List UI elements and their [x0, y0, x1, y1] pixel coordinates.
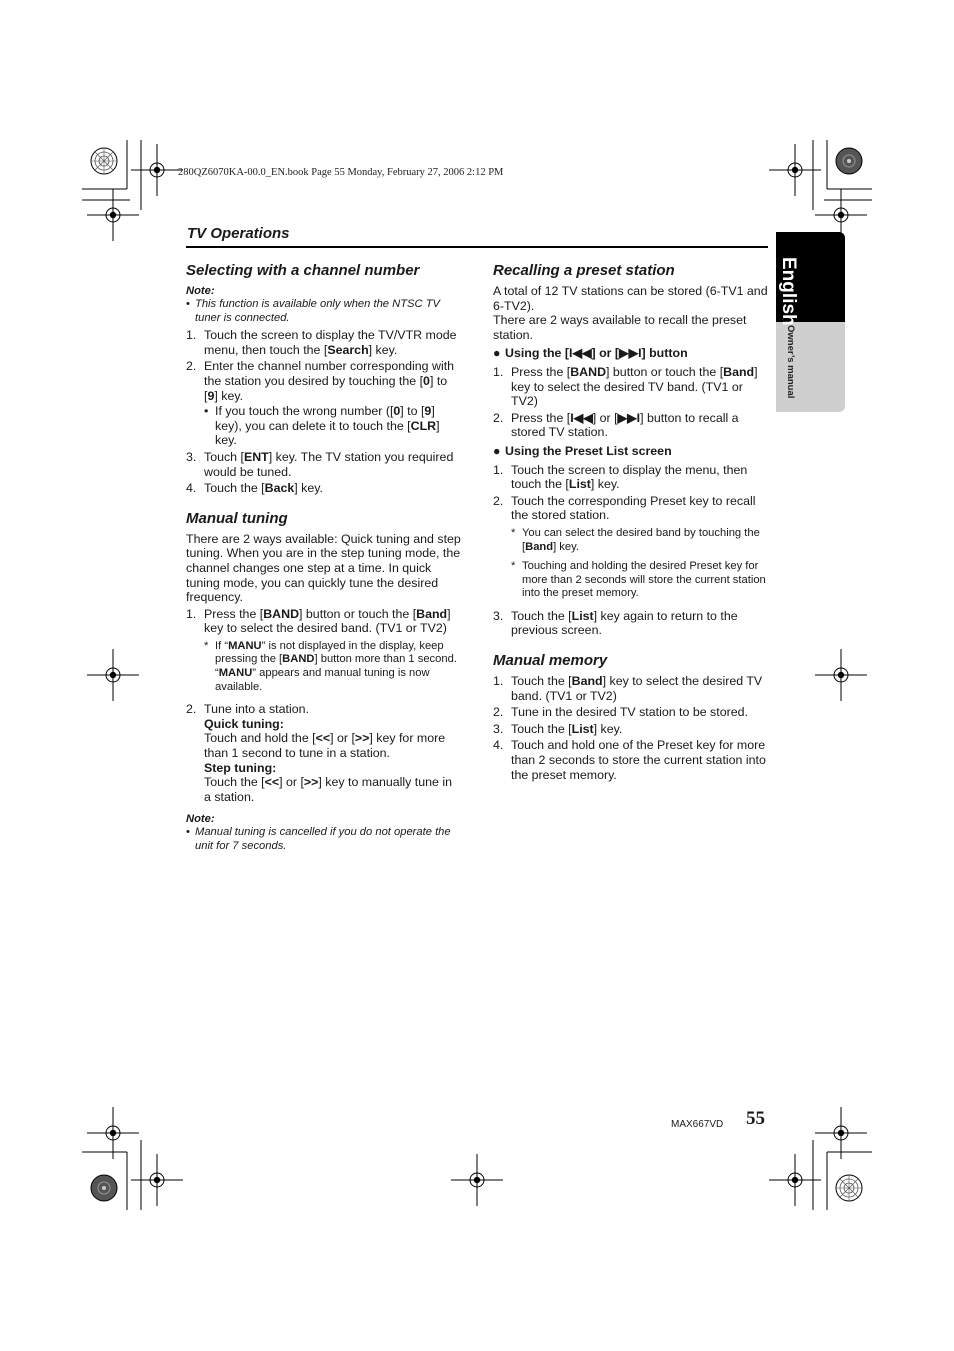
page-number: 55: [746, 1108, 765, 1129]
mt-step-2: 2. Tune into a station. Quick tuning: Touch and hold the [<<] or [>>] key for more than 1 second to tune in a station. Step tuning: Touch the [<<] or [>>] key to manually tune in a station.: [186, 702, 462, 804]
step-1: 1. Touch the screen to display the TV/VTR mode menu, then touch the [Search] key.: [186, 328, 457, 357]
recalling-intro-1: A total of 12 TV stations can be stored (6-TV1 and 6-TV2).: [493, 284, 768, 313]
mm-step-3: 3. Touch the [List] key.: [493, 721, 623, 736]
heading-manual-memory: Manual memory: [493, 652, 608, 670]
recalling-intro-2: There are 2 ways available to recall the preset station.: [493, 313, 747, 342]
section-title: TV Operations: [187, 225, 290, 242]
m2-step-1: 1. Touch the screen to display the menu, then touch the [List] key.: [493, 462, 748, 492]
method-1-label: ● Using the [I◀◀] or [▶▶I] button: [493, 346, 688, 361]
heading-manual-tuning: Manual tuning: [186, 509, 288, 527]
m2-note-1: * You can select the desired band by touching the [Band] key.: [511, 526, 760, 553]
note-label-2: Note:: [186, 813, 215, 826]
m2-step-2: 2. Touch the corresponding Preset key to recall the stored station. * You can select the desired band by touching the [Band] key. * Touching and holding the desired Preset key for more than 2 seconds will store the current station into the preset memory.: [493, 494, 769, 607]
book-info: 280QZ6070KA-00.0_EN.book Page 55 Monday, February 27, 2006 2:12 PM: [178, 167, 504, 178]
m1-step-1: 1. Press the [BAND] button or touch the [Band] key to select the desired TV band. (TV1 or TV2): [493, 364, 758, 409]
step-4: 4. Touch the [Back] key.: [186, 481, 323, 496]
note-item: • This function is available only when the NTSC TV tuner is connected.: [186, 298, 440, 324]
note-item-2: • Manual tuning is cancelled if you do not operate the unit for 7 seconds.: [186, 826, 451, 852]
mt-step-1-note: * If “MANU” is not displayed in the display, keep pressing the [BAND] button more than 1 second. “MANU” appears and manual tuning is now available.: [204, 639, 457, 693]
model-number: MAX667VD: [671, 1119, 724, 1130]
mm-step-4: 4. Touch and hold one of the Preset key for more than 2 seconds to store the current station into the preset memory.: [493, 738, 766, 782]
m2-step-3: 3. Touch the [List] key again to return to the previous screen.: [493, 608, 738, 638]
heading-channel-number: Selecting with a channel number: [186, 262, 420, 279]
manual-label: Owner’s manual: [785, 325, 796, 399]
m1-step-2: 2. Press the [I◀◀] or [▶▶I] button to recall a stored TV station.: [493, 410, 739, 440]
m2-note-2: * Touching and holding the desired Preset key for more than 2 seconds will store the current station into the preset memory.: [511, 560, 766, 600]
quick-tuning-label: Quick tuning:: [204, 716, 284, 731]
language-label: English: [778, 257, 799, 326]
section-rule: [186, 246, 768, 248]
method-2-label: ● Using the Preset List screen: [493, 443, 672, 458]
mt-step-1: 1. Press the [BAND] button or touch the [Band] key to select the desired band. (TV1 or TV2) * If “MANU” is not displayed in the display, keep pressing the [BAND] button more than 1 second. “MANU” appears and manual tuning is now available.: [186, 607, 462, 701]
note-label: Note:: [186, 285, 215, 297]
left-column: [186, 262, 462, 857]
step-3: 3. Touch [ENT] key. The TV station you required would be tuned.: [186, 449, 454, 479]
step-2: 2. Enter the channel number corresponding with the station you desired by touching the [0] to [9] key. • If you touch the wrong number ([0] to [9] key), you can delete it to touch the [CLR] key.: [186, 359, 462, 448]
mm-step-1: 1. Touch the [Band] key to select the desired TV band. (TV1 or TV2): [493, 674, 763, 703]
right-column: [493, 262, 769, 784]
step-tuning-text: Touch the [<<] or [>>] key to manually tune in a station.: [204, 775, 453, 804]
step-tuning-label: Step tuning:: [204, 760, 277, 775]
mm-step-2: 2. Tune in the desired TV station to be stored.: [493, 705, 748, 720]
manual-tuning-intro: There are 2 ways available: Quick tuning and step tuning. When you are in the step tuning mode, the channel changes one step at a time. In quick tuning mode, you can quickly tune the desired frequency.: [186, 531, 461, 605]
heading-recalling: Recalling a preset station: [493, 262, 675, 279]
quick-tuning-text: Touch and hold the [<<] or [>>] key for more than 1 second to tune in a station.: [204, 731, 446, 761]
step-2-sub: • If you touch the wrong number ([0] to [9] key), you can delete it to touch the [CLR] key.: [204, 404, 440, 448]
